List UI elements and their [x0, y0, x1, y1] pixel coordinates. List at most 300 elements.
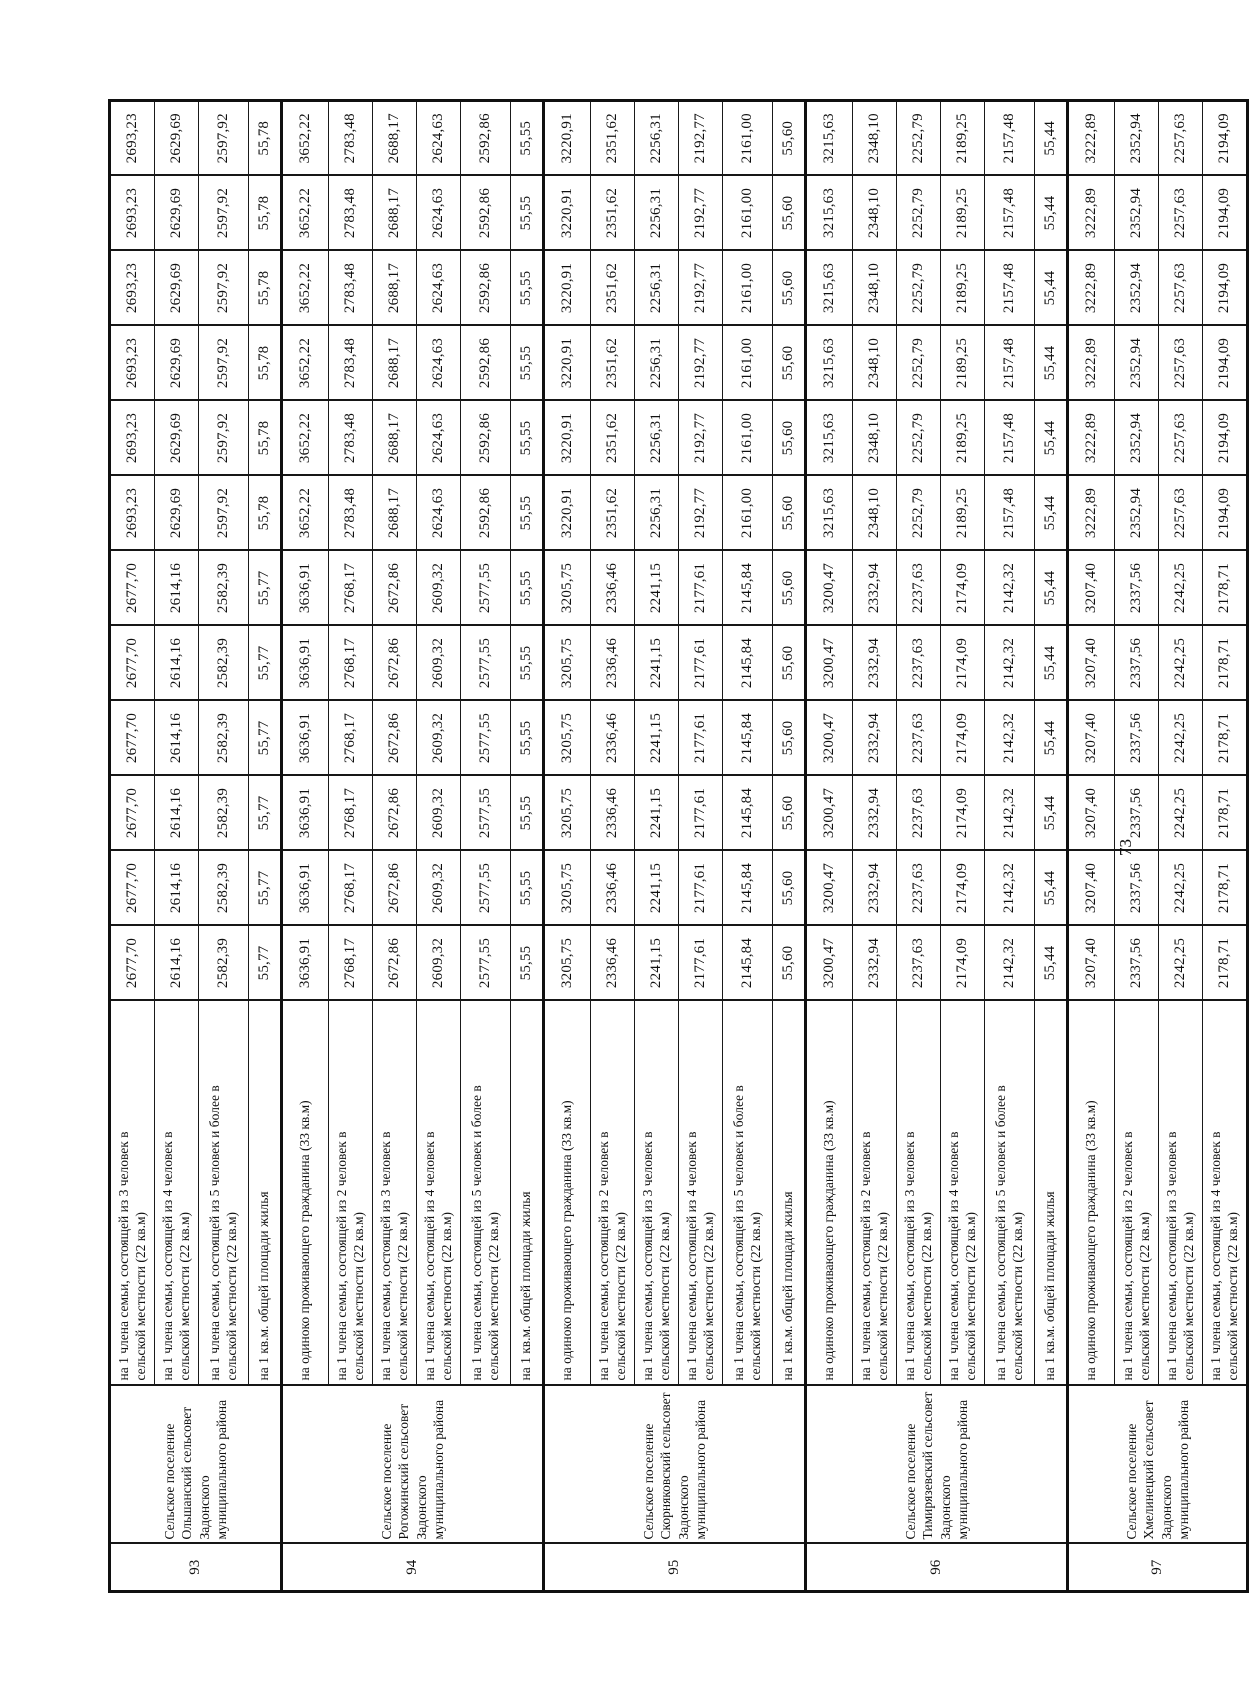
tariff-value-cell: 2336,46 — [591, 626, 635, 701]
table-row — [635, 101, 679, 1592]
tariff-value-cell: 2352,94 — [1115, 326, 1159, 401]
tariff-value-cell: 2337,56 — [1115, 851, 1159, 926]
settlement-name-cell: Сельское поселение Тимирязевский сельсовет Задонского муниципального района — [806, 1386, 1068, 1544]
tariff-value-cell: 3636,91 — [282, 626, 329, 701]
tariff-value-cell: 3215,63 — [806, 251, 853, 326]
tariff-value-cell: 55,44 — [1035, 326, 1068, 401]
tariff-value-cell: 55,55 — [511, 101, 544, 176]
tariff-value-cell: 2629,69 — [155, 101, 199, 176]
tariff-value-cell: 2351,62 — [591, 176, 635, 251]
tariff-value-cell: 2768,17 — [329, 701, 373, 776]
tariff-value-cell: 2157,48 — [985, 476, 1035, 551]
tariff-value-cell: 2783,48 — [329, 476, 373, 551]
table-row — [249, 101, 282, 1592]
tariff-value-cell: 55,77 — [249, 851, 282, 926]
tariff-value-cell: 2174,09 — [941, 851, 985, 926]
tariff-value-cell: 2614,16 — [155, 626, 199, 701]
tariff-value-cell: 3200,47 — [806, 551, 853, 626]
settlement-name-cell: Сельское поселение Скорняковский сельсовет Задонского муниципального района — [544, 1386, 806, 1544]
tariff-value-cell: 2178,71 — [1203, 851, 1248, 926]
tariff-value-cell: 2332,94 — [853, 701, 897, 776]
tariff-value-cell: 2688,17 — [373, 401, 417, 476]
tariff-value-cell: 3215,63 — [806, 101, 853, 176]
tariff-value-cell: 2629,69 — [155, 251, 199, 326]
tariff-value-cell: 2609,32 — [417, 851, 461, 926]
tariff-value-cell: 2332,94 — [853, 851, 897, 926]
tariff-value-cell: 2677,70 — [110, 926, 155, 1001]
tariff-value-cell: 2336,46 — [591, 551, 635, 626]
tariff-value-cell: 3222,89 — [1068, 176, 1115, 251]
tariff-value-cell: 2624,63 — [417, 476, 461, 551]
category-label: на 1 члена семьи, состоящей из 4 человек в сельской местности (22 кв.м) — [1208, 1131, 1240, 1381]
tariff-value-cell: 2252,79 — [897, 251, 941, 326]
tariff-value-cell: 2192,77 — [679, 176, 723, 251]
category-label: на 1 члена семьи, состоящей из 4 человек в сельской местности (22 кв.м) — [422, 1131, 454, 1381]
tariff-value-cell: 2257,63 — [1159, 476, 1203, 551]
page-number: 73 — [1116, 839, 1135, 856]
category-label-cell — [544, 1001, 591, 1386]
tariff-value-cell: 2337,56 — [1115, 626, 1159, 701]
tariff-value-cell: 3207,40 — [1068, 776, 1115, 851]
tariff-value-cell: 2145,84 — [723, 701, 773, 776]
tariff-value-cell: 2672,86 — [373, 551, 417, 626]
category-label-cell — [1203, 1001, 1248, 1386]
tariff-value-cell: 2241,15 — [635, 551, 679, 626]
category-label-cell — [985, 1001, 1035, 1386]
tariff-value-cell: 55,78 — [249, 476, 282, 551]
tariff-value-cell: 3207,40 — [1068, 626, 1115, 701]
tariff-value-cell: 55,78 — [249, 326, 282, 401]
table-row — [199, 101, 249, 1592]
table-row — [373, 101, 417, 1592]
category-label: на 1 члена семьи, состоящей из 2 человек в сельской местности (22 кв.м) — [1120, 1131, 1152, 1381]
tariff-value-cell: 2614,16 — [155, 701, 199, 776]
category-label-cell — [591, 1001, 635, 1386]
tariff-value-cell: 2768,17 — [329, 776, 373, 851]
tariff-value-cell: 2577,55 — [461, 851, 511, 926]
tariff-value-cell: 2157,48 — [985, 401, 1035, 476]
category-label-cell — [723, 1001, 773, 1386]
category-label: на 1 члена семьи, состоящей из 2 человек в сельской местности (22 кв.м) — [858, 1131, 890, 1381]
tariff-value-cell: 3652,22 — [282, 326, 329, 401]
category-label: на 1 члена семьи, состоящей из 5 человек и более в сельской местности (22 кв.м) — [993, 1085, 1025, 1381]
tariff-value-cell: 3222,89 — [1068, 401, 1115, 476]
tariff-value-cell: 2161,00 — [723, 101, 773, 176]
tariff-value-cell: 55,55 — [511, 326, 544, 401]
tariff-value-cell: 2177,61 — [679, 776, 723, 851]
tariff-value-cell: 2672,86 — [373, 626, 417, 701]
tariff-value-cell: 2189,25 — [941, 251, 985, 326]
tariff-value-cell: 2592,86 — [461, 251, 511, 326]
tariff-value-cell: 3222,89 — [1068, 251, 1115, 326]
tariff-value-cell: 2693,23 — [110, 326, 155, 401]
tariff-value-cell: 2577,55 — [461, 701, 511, 776]
tariff-value-cell: 55,44 — [1035, 476, 1068, 551]
tariff-value-cell: 55,44 — [1035, 626, 1068, 701]
tariff-value-cell: 2242,25 — [1159, 551, 1203, 626]
tariff-value-cell: 3215,63 — [806, 476, 853, 551]
tariff-value-cell: 2256,31 — [635, 401, 679, 476]
tariff-value-cell: 2592,86 — [461, 326, 511, 401]
category-label: на одиноко проживающего гражданина (33 кв.м) — [821, 1100, 837, 1381]
tariff-value-cell: 2237,63 — [897, 701, 941, 776]
tariff-value-cell: 2768,17 — [329, 551, 373, 626]
tariff-value-cell: 2693,23 — [110, 476, 155, 551]
category-label: на 1 кв.м. общей площади жилья — [518, 1191, 534, 1381]
tariff-value-cell: 3220,91 — [544, 101, 591, 176]
tariff-value-cell: 3222,89 — [1068, 101, 1115, 176]
tariff-value-cell: 2194,09 — [1203, 176, 1248, 251]
category-label-cell — [199, 1001, 249, 1386]
tariff-value-cell: 2592,86 — [461, 401, 511, 476]
tariff-value-cell: 55,78 — [249, 401, 282, 476]
tariff-value-cell: 2177,61 — [679, 701, 723, 776]
tariff-value-cell: 2783,48 — [329, 101, 373, 176]
tariff-value-cell: 2192,77 — [679, 326, 723, 401]
tariff-value-cell: 2582,39 — [199, 701, 249, 776]
tariff-value-cell: 2352,94 — [1115, 251, 1159, 326]
table-row — [897, 101, 941, 1592]
category-label-cell — [282, 1001, 329, 1386]
tariff-value-cell: 2677,70 — [110, 626, 155, 701]
tariff-value-cell: 55,60 — [773, 701, 806, 776]
tariff-value-cell: 2768,17 — [329, 926, 373, 1001]
tariff-value-cell: 2693,23 — [110, 101, 155, 176]
tariff-value-cell: 2352,94 — [1115, 101, 1159, 176]
tariff-value-cell: 2614,16 — [155, 851, 199, 926]
tariff-value-cell: 2624,63 — [417, 326, 461, 401]
tariff-value-cell: 2337,56 — [1115, 776, 1159, 851]
tariff-value-cell: 2337,56 — [1115, 701, 1159, 776]
tariff-value-cell: 2597,92 — [199, 101, 249, 176]
tariff-value-cell: 55,60 — [773, 551, 806, 626]
tariff-value-cell: 2348,10 — [853, 401, 897, 476]
tariff-value-cell: 2352,94 — [1115, 176, 1159, 251]
tariff-value-cell: 2142,32 — [985, 626, 1035, 701]
tariff-value-cell: 55,60 — [773, 101, 806, 176]
tariff-value-cell: 2161,00 — [723, 401, 773, 476]
tariff-value-cell: 2337,56 — [1115, 551, 1159, 626]
tariff-value-cell: 55,60 — [773, 251, 806, 326]
tariff-value-cell: 2332,94 — [853, 626, 897, 701]
tariff-value-cell: 3220,91 — [544, 326, 591, 401]
tariff-value-cell: 2629,69 — [155, 476, 199, 551]
tariff-value-cell: 3220,91 — [544, 251, 591, 326]
tariff-value-cell: 2577,55 — [461, 926, 511, 1001]
category-label: на 1 члена семьи, состоящей из 4 человек в сельской местности (22 кв.м) — [684, 1131, 716, 1381]
table-row — [679, 101, 723, 1592]
tariff-value-cell: 3636,91 — [282, 926, 329, 1001]
tariff-value-cell: 2194,09 — [1203, 326, 1248, 401]
tariff-value-cell: 2624,63 — [417, 401, 461, 476]
tariff-value-cell: 2177,61 — [679, 626, 723, 701]
tariff-value-cell: 2693,23 — [110, 176, 155, 251]
tariff-value-cell: 2237,63 — [897, 626, 941, 701]
tariff-value-cell: 55,55 — [511, 251, 544, 326]
tariff-value-cell: 2348,10 — [853, 326, 897, 401]
tariff-table-body — [110, 101, 1248, 1592]
tariff-value-cell: 55,78 — [249, 101, 282, 176]
table-row — [329, 101, 373, 1592]
category-label: на одиноко проживающего гражданина (33 кв.м) — [297, 1100, 313, 1381]
tariff-value-cell: 55,55 — [511, 776, 544, 851]
tariff-value-cell: 2241,15 — [635, 701, 679, 776]
tariff-value-cell: 2693,23 — [110, 401, 155, 476]
tariff-value-cell: 3222,89 — [1068, 476, 1115, 551]
tariff-value-cell: 3215,63 — [806, 176, 853, 251]
tariff-value-cell: 2177,61 — [679, 851, 723, 926]
table-row — [1068, 101, 1115, 1592]
category-label: на 1 члена семьи, состоящей из 5 человек и более в сельской местности (22 кв.м) — [469, 1085, 501, 1381]
rotated-table-container — [108, 102, 1240, 1593]
tariff-value-cell: 2688,17 — [373, 251, 417, 326]
tariff-value-cell: 3652,22 — [282, 251, 329, 326]
tariff-value-cell: 2192,77 — [679, 476, 723, 551]
tariff-value-cell: 2142,32 — [985, 776, 1035, 851]
tariff-value-cell: 2178,71 — [1203, 701, 1248, 776]
tariff-value-cell: 2597,92 — [199, 401, 249, 476]
tariff-value-cell: 55,44 — [1035, 851, 1068, 926]
tariff-value-cell: 2237,63 — [897, 776, 941, 851]
category-label: на 1 члена семьи, состоящей из 5 человек и более в сельской местности (22 кв.м) — [207, 1085, 239, 1381]
tariff-value-cell: 2252,79 — [897, 176, 941, 251]
tariff-value-cell: 2577,55 — [461, 551, 511, 626]
tariff-value-cell: 2142,32 — [985, 851, 1035, 926]
tariff-value-cell: 3652,22 — [282, 101, 329, 176]
tariff-value-cell: 2161,00 — [723, 251, 773, 326]
tariff-value-cell: 2189,25 — [941, 476, 985, 551]
tariff-value-cell: 2192,77 — [679, 401, 723, 476]
tariff-value-cell: 3205,75 — [544, 701, 591, 776]
tariff-value-cell: 2241,15 — [635, 776, 679, 851]
tariff-value-cell: 2768,17 — [329, 626, 373, 701]
tariff-value-cell: 2178,71 — [1203, 626, 1248, 701]
tariff-value-cell: 2597,92 — [199, 251, 249, 326]
tariff-value-cell: 55,55 — [511, 926, 544, 1001]
tariff-value-cell: 55,55 — [511, 476, 544, 551]
tariff-value-cell: 2256,31 — [635, 101, 679, 176]
tariff-value-cell: 2161,00 — [723, 326, 773, 401]
tariff-value-cell: 2194,09 — [1203, 476, 1248, 551]
tariff-value-cell: 55,44 — [1035, 401, 1068, 476]
tariff-value-cell: 2629,69 — [155, 401, 199, 476]
table-row — [511, 101, 544, 1592]
tariff-value-cell: 55,77 — [249, 701, 282, 776]
category-label-cell — [329, 1001, 373, 1386]
category-label-cell — [417, 1001, 461, 1386]
tariff-value-cell: 2783,48 — [329, 251, 373, 326]
tariff-value-cell: 2241,15 — [635, 926, 679, 1001]
tariff-value-cell: 2142,32 — [985, 551, 1035, 626]
tariff-value-cell: 2174,09 — [941, 776, 985, 851]
tariff-value-cell: 3207,40 — [1068, 551, 1115, 626]
category-label-cell — [679, 1001, 723, 1386]
tariff-value-cell: 55,60 — [773, 476, 806, 551]
tariff-value-cell: 2582,39 — [199, 626, 249, 701]
tariff-value-cell: 2614,16 — [155, 926, 199, 1001]
tariff-value-cell: 2157,48 — [985, 101, 1035, 176]
tariff-value-cell: 2237,63 — [897, 926, 941, 1001]
table-row — [110, 101, 155, 1592]
tariff-value-cell: 3636,91 — [282, 701, 329, 776]
tariff-value-cell: 2257,63 — [1159, 101, 1203, 176]
category-label: на 1 члена семьи, состоящей из 3 человек в сельской местности (22 кв.м) — [116, 1131, 148, 1381]
tariff-value-cell: 2609,32 — [417, 626, 461, 701]
tariff-value-cell: 55,44 — [1035, 551, 1068, 626]
tariff-value-cell: 3222,89 — [1068, 326, 1115, 401]
category-label: на 1 кв.м. общей площади жилья — [256, 1191, 272, 1381]
tariff-value-cell: 2336,46 — [591, 701, 635, 776]
tariff-value-cell: 2783,48 — [329, 176, 373, 251]
tariff-value-cell: 2161,00 — [723, 176, 773, 251]
tariff-value-cell: 2624,63 — [417, 176, 461, 251]
tariff-value-cell: 2257,63 — [1159, 326, 1203, 401]
tariff-value-cell: 2237,63 — [897, 851, 941, 926]
category-label-cell — [1159, 1001, 1203, 1386]
tariff-value-cell: 2178,71 — [1203, 926, 1248, 1001]
tariff-value-cell: 55,44 — [1035, 101, 1068, 176]
tariff-value-cell: 2174,09 — [941, 701, 985, 776]
tariff-value-cell: 2672,86 — [373, 701, 417, 776]
tariff-value-cell: 55,60 — [773, 776, 806, 851]
category-label: на 1 члена семьи, состоящей из 3 человек в сельской местности (22 кв.м) — [378, 1131, 410, 1381]
tariff-value-cell: 2582,39 — [199, 851, 249, 926]
table-row — [806, 101, 853, 1592]
tariff-value-cell: 2629,69 — [155, 326, 199, 401]
settlement-name-cell: Сельское поселение Ольшанский сельсовет Задонского муниципального района — [110, 1386, 282, 1544]
tariff-value-cell: 2142,32 — [985, 926, 1035, 1001]
category-label: на 1 члена семьи, состоящей из 2 человек в сельской местности (22 кв.м) — [596, 1131, 628, 1381]
category-label: на 1 кв.м. общей площади жилья — [780, 1191, 796, 1381]
tariff-value-cell: 2609,32 — [417, 701, 461, 776]
tariff-value-cell: 2242,25 — [1159, 776, 1203, 851]
tariff-value-cell: 2693,23 — [110, 251, 155, 326]
table-row — [417, 101, 461, 1592]
category-label-cell — [941, 1001, 985, 1386]
settlement-name-cell: Сельское поселение Хмелинецкий сельсовет Задонского муниципального района — [1068, 1386, 1248, 1544]
tariff-value-cell: 2257,63 — [1159, 176, 1203, 251]
table-row — [985, 101, 1035, 1592]
tariff-value-cell: 2145,84 — [723, 851, 773, 926]
table-row — [723, 101, 773, 1592]
tariff-value-cell: 2256,31 — [635, 326, 679, 401]
tariff-value-cell: 2178,71 — [1203, 551, 1248, 626]
tariff-value-cell: 2332,94 — [853, 551, 897, 626]
tariff-value-cell: 55,60 — [773, 176, 806, 251]
tariff-value-cell: 2145,84 — [723, 926, 773, 1001]
tariff-value-cell: 55,60 — [773, 926, 806, 1001]
tariff-value-cell: 55,60 — [773, 326, 806, 401]
category-label: на 1 члена семьи, состоящей из 3 человек в сельской местности (22 кв.м) — [1164, 1131, 1196, 1381]
tariff-value-cell: 2142,32 — [985, 701, 1035, 776]
row-number-cell: 96 — [806, 1544, 1068, 1592]
tariff-value-cell: 2677,70 — [110, 551, 155, 626]
tariff-value-cell: 2241,15 — [635, 851, 679, 926]
category-label-cell — [773, 1001, 806, 1386]
settlement-name-cell: Сельское поселение Рогожинский сельсовет Задонского муниципального района — [282, 1386, 544, 1544]
table-row — [1159, 101, 1203, 1592]
tariff-value-cell: 3207,40 — [1068, 851, 1115, 926]
tariff-value-cell: 2189,25 — [941, 326, 985, 401]
tariff-value-cell: 2609,32 — [417, 776, 461, 851]
tariff-value-cell: 3636,91 — [282, 851, 329, 926]
tariff-value-cell: 55,55 — [511, 401, 544, 476]
tariff-value-cell: 2337,56 — [1115, 926, 1159, 1001]
tariff-value-cell: 3200,47 — [806, 926, 853, 1001]
tariff-value-cell: 2177,61 — [679, 551, 723, 626]
tariff-value-cell: 2688,17 — [373, 476, 417, 551]
tariff-value-cell: 2157,48 — [985, 326, 1035, 401]
tariff-value-cell: 2257,63 — [1159, 401, 1203, 476]
tariff-value-cell: 55,55 — [511, 626, 544, 701]
tariff-value-cell: 55,44 — [1035, 926, 1068, 1001]
tariff-value-cell: 2178,71 — [1203, 776, 1248, 851]
category-label: на 1 кв.м. общей площади жилья — [1042, 1191, 1058, 1381]
tariff-value-cell: 2252,79 — [897, 401, 941, 476]
category-label-cell — [897, 1001, 941, 1386]
tariff-value-cell: 55,55 — [511, 551, 544, 626]
tariff-value-cell: 2256,31 — [635, 476, 679, 551]
category-label-cell — [1035, 1001, 1068, 1386]
tariff-value-cell: 3215,63 — [806, 401, 853, 476]
tariff-value-cell: 2582,39 — [199, 551, 249, 626]
tariff-value-cell: 2629,69 — [155, 176, 199, 251]
tariff-value-cell: 2351,62 — [591, 401, 635, 476]
tariff-value-cell: 2672,86 — [373, 851, 417, 926]
tariff-value-cell: 2592,86 — [461, 101, 511, 176]
table-row — [1203, 101, 1248, 1592]
tariff-value-cell: 2157,48 — [985, 176, 1035, 251]
category-label: на 1 члена семьи, состоящей из 2 человек в сельской местности (22 кв.м) — [334, 1131, 366, 1381]
tariff-value-cell: 55,77 — [249, 776, 282, 851]
tariff-value-cell: 55,60 — [773, 626, 806, 701]
tariff-value-cell: 2672,86 — [373, 926, 417, 1001]
table-row — [853, 101, 897, 1592]
tariff-value-cell: 3220,91 — [544, 176, 591, 251]
tariff-value-cell: 2592,86 — [461, 476, 511, 551]
row-number-cell: 94 — [282, 1544, 544, 1592]
tariff-value-cell: 2577,55 — [461, 776, 511, 851]
tariff-value-cell: 2252,79 — [897, 326, 941, 401]
tariff-value-cell: 2157,48 — [985, 251, 1035, 326]
tariff-value-cell: 2189,25 — [941, 176, 985, 251]
tariff-value-cell: 2351,62 — [591, 326, 635, 401]
tariff-value-cell: 2256,31 — [635, 176, 679, 251]
tariff-value-cell: 2336,46 — [591, 851, 635, 926]
tariff-value-cell: 3220,91 — [544, 401, 591, 476]
tariff-value-cell: 2577,55 — [461, 626, 511, 701]
tariff-value-cell: 2336,46 — [591, 776, 635, 851]
table-row — [461, 101, 511, 1592]
tariff-value-cell: 2194,09 — [1203, 401, 1248, 476]
tariff-value-cell: 55,77 — [249, 926, 282, 1001]
tariff-value-cell: 2252,79 — [897, 101, 941, 176]
tariff-value-cell: 3200,47 — [806, 851, 853, 926]
tariff-value-cell: 2145,84 — [723, 626, 773, 701]
table-row — [282, 101, 329, 1592]
table-row — [544, 101, 591, 1592]
tariff-value-cell: 3205,75 — [544, 776, 591, 851]
tariff-value-cell: 2348,10 — [853, 176, 897, 251]
tariff-value-cell: 2242,25 — [1159, 701, 1203, 776]
tariff-value-cell: 55,44 — [1035, 176, 1068, 251]
tariff-value-cell: 2783,48 — [329, 326, 373, 401]
tariff-value-cell: 2242,25 — [1159, 851, 1203, 926]
tariff-value-cell: 2174,09 — [941, 626, 985, 701]
tariff-value-cell: 2242,25 — [1159, 926, 1203, 1001]
tariff-value-cell: 2189,25 — [941, 101, 985, 176]
tariff-value-cell: 2624,63 — [417, 251, 461, 326]
